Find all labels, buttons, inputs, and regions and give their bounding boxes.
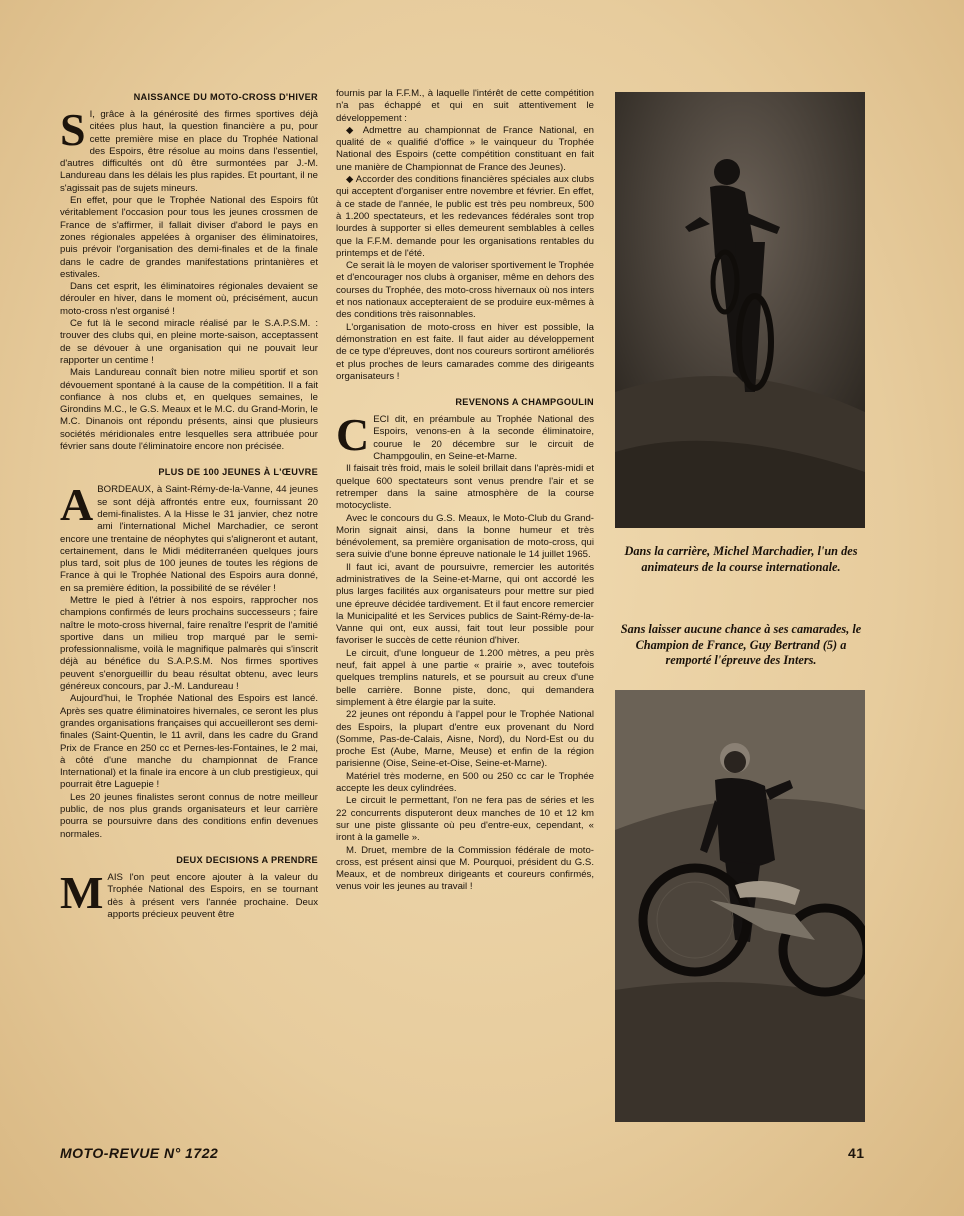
page-number: 41 xyxy=(848,1145,865,1161)
paragraph: Les 20 jeunes finalistes seront connus de notre meilleur public, de nos plus grands organisateurs et leur carrière pourra se poursuivre dans des conditions enfin devenues normales. xyxy=(60,791,318,840)
photo-rider-champion xyxy=(615,690,865,1122)
paragraph: M. Druet, membre de la Commission fédérale de moto-cross, est présent ainsi que M. Pourquoi, président du G.S. Meaux, et de nombreux dirigeants et coureurs confirmés, venus voir les jeunes au travail ! xyxy=(336,844,594,893)
paragraph: ◆ Admettre au championnat de France National, en qualité de « qualifié d'office » le vainqueur du Trophée National des Espoirs (cette compétition constituant en fait une manière de Championnat de France des Jeunes). xyxy=(336,124,594,173)
section-heading: DEUX DECISIONS A PRENDRE xyxy=(176,854,318,865)
paragraph: ABORDEAUX, à Saint-Rémy-de-la-Vanne, 44 jeunes se sont déjà affrontés entre eux, fournissant 20 demi-finalistes. A la Hisse le 31 janvier, chez notre ami l'international Michel Marchadier, ce seront encore une trentaine de néophytes qui s'aligneront et autant, certainement, dans le Midi méditerranéen quelques jours plus tard, soit plus de 100 jeunes de toutes les régions de France à qui le Trophée National des Espoirs aura donné, en sa première édition, la possibilité de se révéler ! xyxy=(60,479,318,594)
paragraph: L'organisation de moto-cross en hiver est possible, la démonstration en est faite. Il faut aider au développement de ce type d'épreuves, dont nos coureurs sortiront améliorés et plus proches de leurs camarades comme des dirigeants organisateurs ! xyxy=(336,321,594,382)
paragraph: Matériel très moderne, en 500 ou 250 cc car le Trophée accepte les deux cylindrées. xyxy=(336,770,594,795)
paragraph: ◆ Accorder des conditions financières spéciales aux clubs qui acceptent d'organiser entre novembre et février. En effet, à ce stade de l'année, le public est très peu nombreux, 500 à 1.200 spectateurs, et les redevances fédérales sont trop lourdes à supporter si elles demeurent semblables à celles que la F.F.M. demande pour les organisations rentables du printemps et de l'été. xyxy=(336,174,594,259)
article-column-left xyxy=(60,88,318,921)
section-heading: REVENONS A CHAMPGOULIN xyxy=(455,397,594,408)
photo-illustration xyxy=(615,92,865,528)
paragraph: Le circuit, d'une longueur de 1.200 mètres, a peu près neuf, fait appel à une partie « prairie », avec toutefois quelques tremplins naturels, et se poursuit au creux d'une belle carrière. Bonne piste, donc, qui demandera simplement à être élargie par la suite. xyxy=(336,647,594,708)
paragraph: Aujourd'hui, le Trophée National des Espoirs est lancé. Après ses quatre éliminatoires hivernales, ce seront les plus grandes organisations françaises qui accueilleront ses demi-finales (Saint-Quentin, le 11 avril, dans les cadre du Grand Prix de France en 250 cc et Pernes-les-Fontaines, le 2 mai, à côté d'une manche du championnat de France International) et la finale ira encore à un club prestigieux, qui pourrait être Laguepie ! xyxy=(60,693,318,791)
paragraph: Il faisait très froid, mais le soleil brillait dans l'après-midi et quelque 600 spectateurs sont venus prendre l'air et se retremper dans la saine atmosphère de la course motocycliste. xyxy=(336,463,594,512)
paragraph: Mais Landureau connaît bien notre milieu sportif et son dévouement spontané à la cause de la compétition. Il a fait confiance à nos clubs et, en quelques semaines, le Girondins M.C., le G.S. Meaux et le M.C. du Grand-Morin, le M.C. Dinanois ont répondu présents, ainsi que plusieurs sociétés méridionales entre lesquelles sera attribuée pour février sans doute l'éliminatoire encore non précisée. xyxy=(60,367,318,453)
paragraph: CECI dit, en préambule au Trophée National des Espoirs, venons-en à la seconde éliminatoire, courue le 20 décembre sur le circuit de Champgoulin, en Seine-et-Marne. xyxy=(336,409,594,463)
paragraph: Ce serait là le moyen de valoriser sportivement le Trophée et d'encourager nos clubs à organiser, même en dehors des courses du Trophée, des moto-cross hivernaux où nos inters et nos nationaux accepteraient de se produire eux-mêmes à des conditions très raisonnables. xyxy=(336,260,594,321)
photo-caption: Dans la carrière, Michel Marchadier, l'un des animateurs de la course internationale. xyxy=(624,544,858,574)
magazine-footer: MOTO-REVUE N° 1722 xyxy=(60,1145,219,1161)
paragraph: 22 jeunes ont répondu à l'appel pour le Trophée National des Espoirs, la plupart d'entre eux provenant du Nord (Somme, Pas-de-Calais, Aisne, Nord), du Nord-Est ou du proche Est (Aube, Marne, Meuse) et enfin de la région parisienne (Oise, Seine-et-Oise, Seine-et-Marne). xyxy=(336,709,594,770)
article-column-middle xyxy=(336,88,594,894)
drop-cap: S xyxy=(60,104,86,155)
paragraph: Avec le concours du G.S. Meaux, le Moto-Club du Grand-Morin signait ainsi, dans la bonne humeur et très bénévolement, sa première organisation de moto-cross, qui sera suivie d'une bonne épreuve nationale le 14 juillet 1965. xyxy=(336,512,594,561)
photo-illustration xyxy=(615,690,865,1122)
paragraph: MAIS l'on peut encore ajouter à la valeur du Trophée National des Espoirs, en se tournant dès à présent vers l'année prochaine. Deux apports précieux peuvent être xyxy=(60,866,318,920)
photo-rider-hillside xyxy=(615,92,865,528)
paragraph: fournis par la F.F.M., à laquelle l'intérêt de cette compétition n'a pas échappé et qui en suit attentivement le développement : xyxy=(336,88,594,124)
paragraph: En effet, pour que le Trophée National des Espoirs fût véritablement l'occasion pour tous les jeunes crossmen de France de s'affirmer, il fallait diviser d'abord le pays en zones régionales appelées à organiser des éliminatoires, puis prévoir l'organisation des demi-finales et de la finale dans le cadre de grandes manifestations printanières et estivales. xyxy=(60,195,318,280)
drop-cap: M xyxy=(60,866,104,918)
paragraph: Le circuit le permettant, l'on ne fera pas de séries et les 22 concurrents disputeront deux manches de 10 et 12 km sur une piste glissante où peu d'entre-eux, cependant, « iront à la gamelle ». xyxy=(336,795,594,844)
section-heading: NAISSANCE DU MOTO-CROSS D'HIVER xyxy=(133,92,318,102)
photo-caption: Sans laisser aucune chance à ses camarades, le Champion de France, Guy Bertrand (5) a remporté l'épreuve des Inters. xyxy=(620,622,862,667)
paragraph: Dans cet esprit, les éliminatoires régionales devaient se dérouler en hiver, dans le moment où, précisément, aucun moto-cross n'est organisé ! xyxy=(60,281,318,317)
drop-cap: A xyxy=(60,479,94,531)
paragraph: S I, grâce à la générosité des firmes sportives déjà citées plus haut, la question financière a pu, pour cette première mise en place du Trophée National des Espoirs, être résolue au moins dans l'essentiel, d'autres difficultés ont dû être surmontées par J.-M. Landureau dans les délais les plus rapides. Et pourtant, il ne s'agissait pas de sujets mineurs. xyxy=(60,104,318,194)
section-heading: PLUS DE 100 JEUNES À L'ŒUVRE xyxy=(158,467,318,478)
paragraph: Il faut ici, avant de poursuivre, remercier les autorités administratives de la Seine-et-Marne, qui ont accordé les plus larges facilités aux organisateurs pour mettre sur pied une épreuve décidée tardivement. Et il faut encore remercier la Municipalité et les Services publics de Saint-Rémy-de-la-Vanne qui ont, eux aussi, fait tout leur possible pour favoriser le succès de cette réunion d'hiver. xyxy=(336,561,594,647)
drop-cap: C xyxy=(336,409,370,461)
paragraph: Ce fut là le second miracle réalisé par le S.A.P.S.M. : trouver des clubs qui, en pleine morte-saison, acceptassent de se dévouer à une organisation qui ne pouvait leur rapporter un centime ! xyxy=(60,318,318,366)
paragraph: Mettre le pied à l'étrier à nos espoirs, rapprocher nos champions confirmés de leurs prochains successeurs ; faire naître le moto-cross hivernal, faire renaître l'esprit de l'amitié sportive dans un milieu trop marqué par le semi-professionnalisme, voilà le magnifique palmarès qui s'inscrit déjà au bénéfice du S.A.P.S.M. Nos firmes sportives peuvent s'enorgueillir du beau résultat obtenu, avec leurs généreux concours, par J.-M. Landureau ! xyxy=(60,594,318,693)
